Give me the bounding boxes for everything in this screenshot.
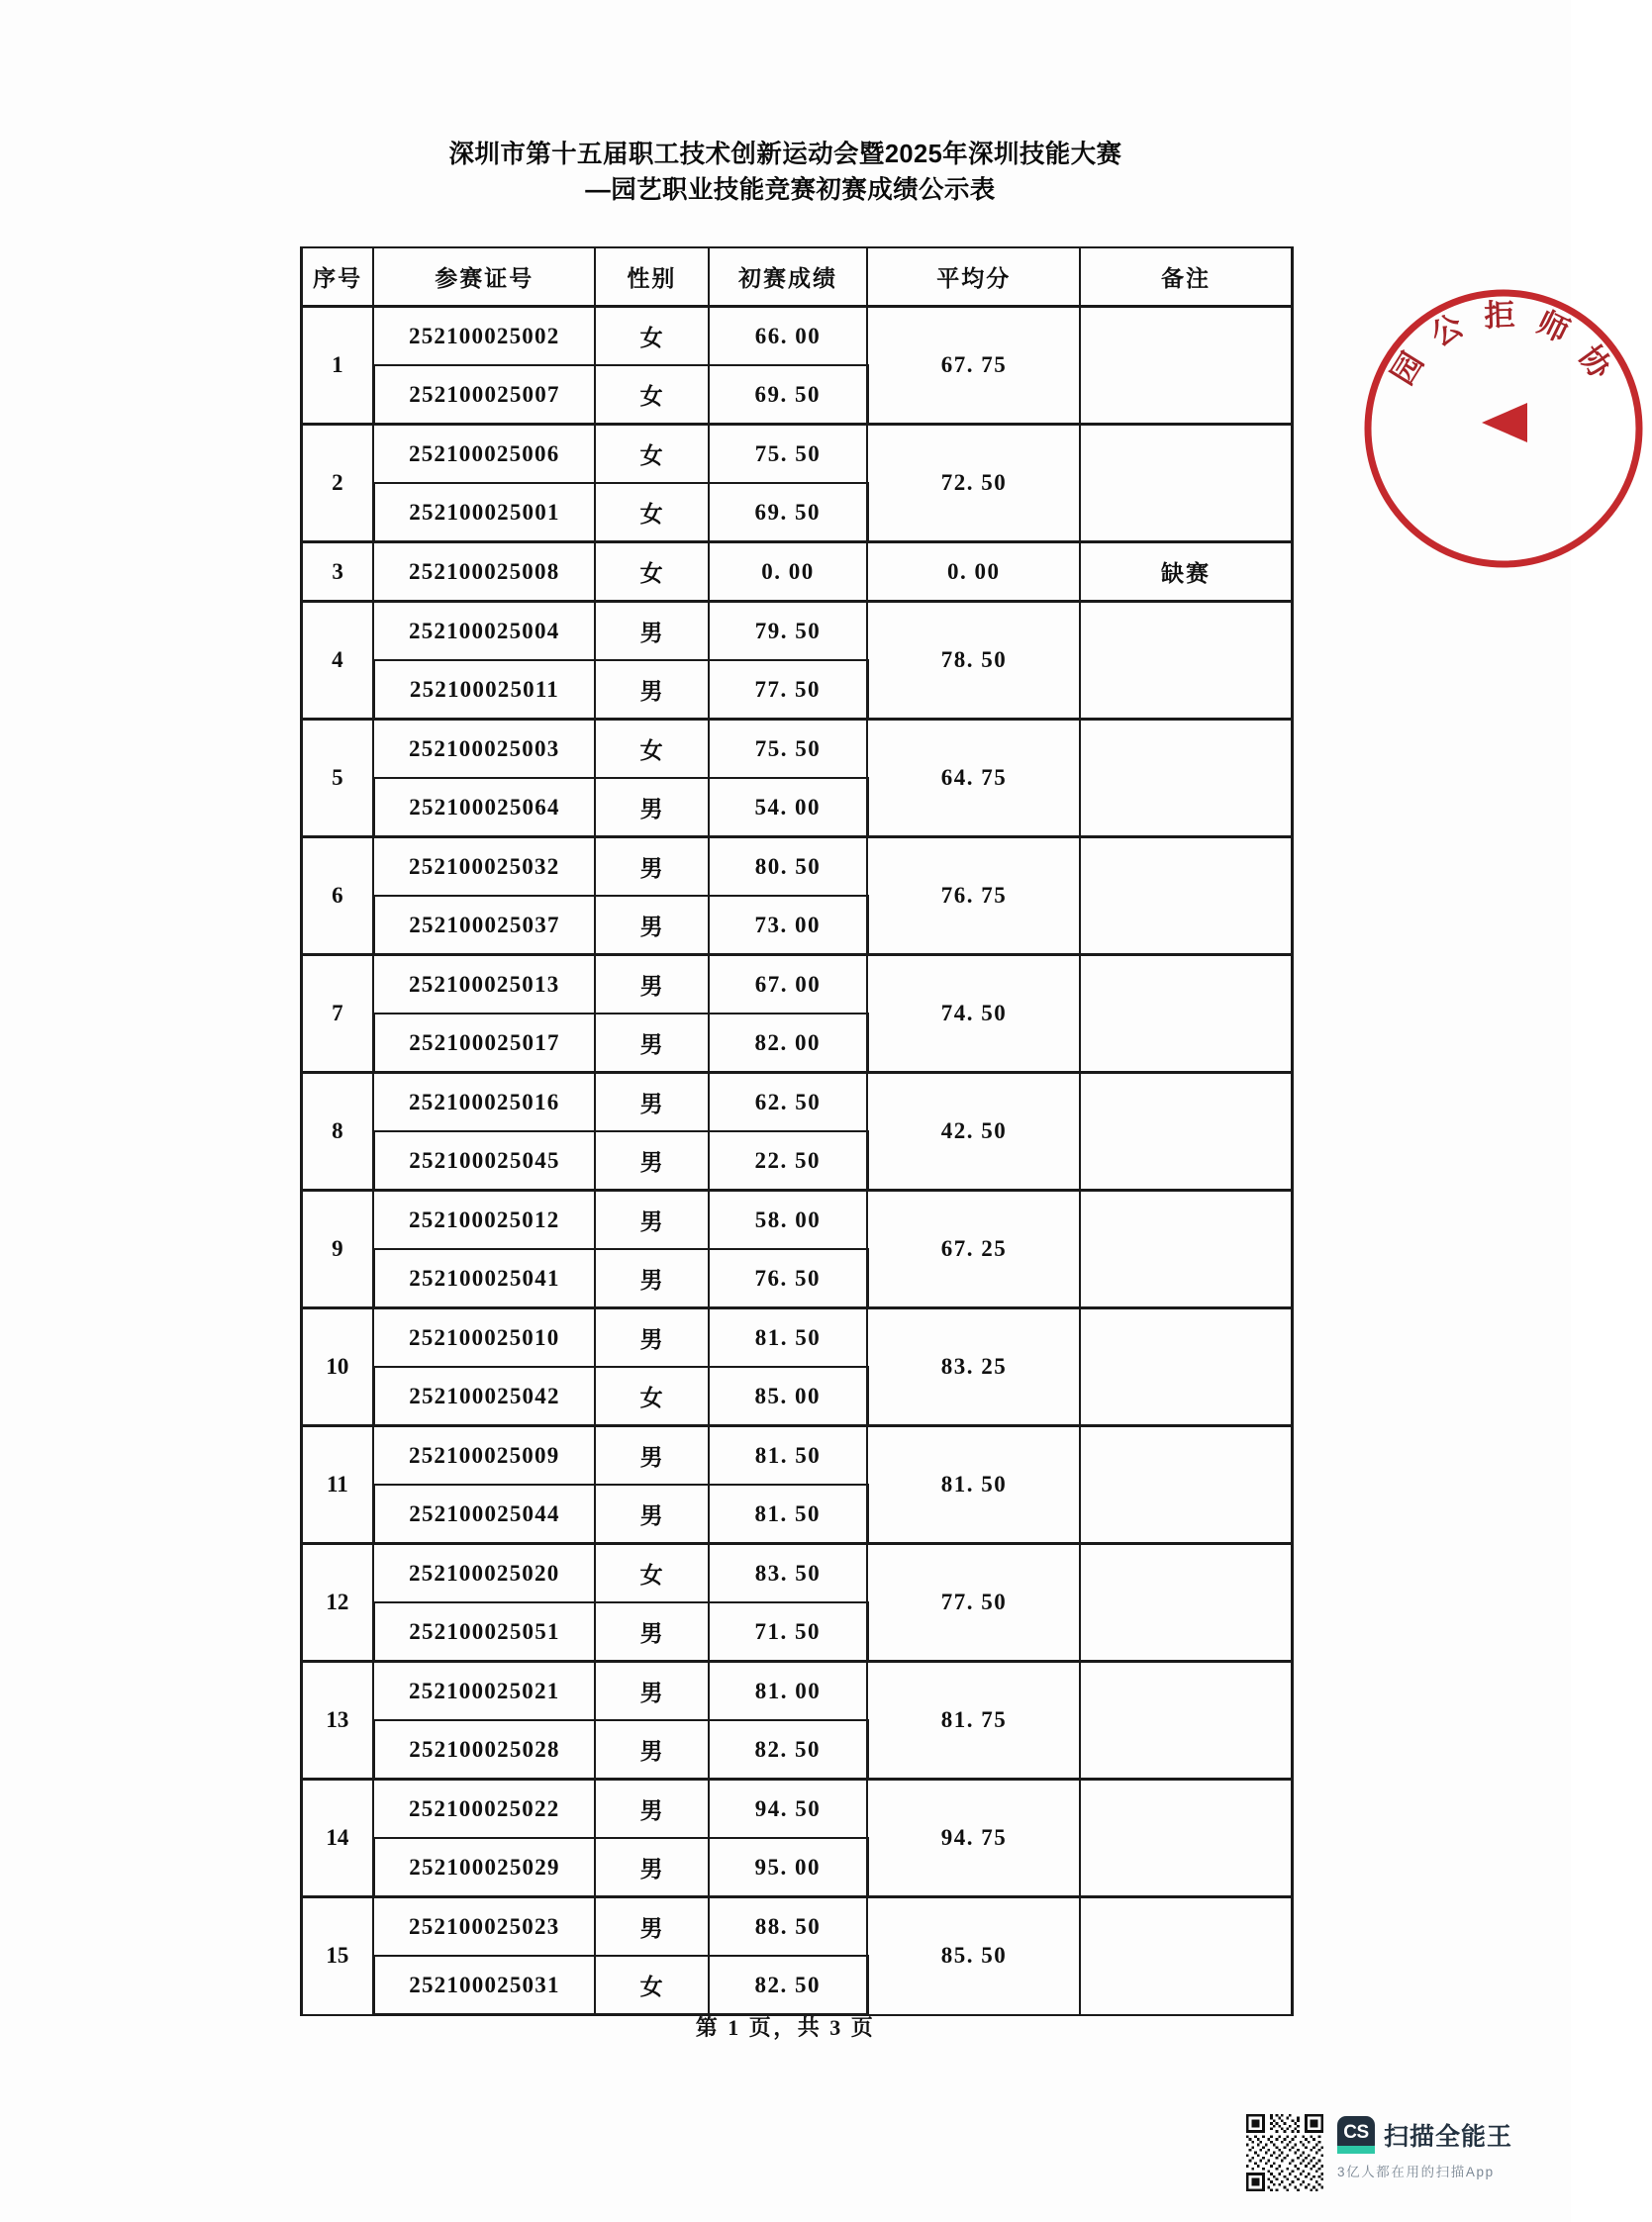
score-table-container xyxy=(300,246,1294,2016)
cell-gender: 男 xyxy=(595,837,708,897)
camscanner-text-column xyxy=(1337,2114,1512,2180)
svg-text:公: 公 xyxy=(1424,307,1469,353)
cell-note xyxy=(1080,1426,1293,1544)
camscanner-logo-accent-bar xyxy=(1337,2146,1375,2154)
cell-prelim-score: 88. 50 xyxy=(709,1897,868,1957)
table-header-row xyxy=(302,247,1293,307)
cell-gender: 男 xyxy=(595,1897,708,1957)
cell-average: 67. 25 xyxy=(867,1191,1080,1308)
cell-entry-code: 252100025004 xyxy=(373,602,595,661)
column-header-gender: 性别 xyxy=(595,247,708,307)
cell-prelim-score: 75. 50 xyxy=(709,425,868,484)
cell-entry-code: 252100025003 xyxy=(373,720,595,779)
cell-gender: 女 xyxy=(595,425,708,484)
cell-average: 81. 75 xyxy=(867,1662,1080,1780)
cell-gender: 男 xyxy=(595,1131,708,1191)
cell-prelim-score: 69. 50 xyxy=(709,365,868,425)
cell-entry-code: 252100025021 xyxy=(373,1662,595,1721)
svg-text:协: 协 xyxy=(1572,338,1618,385)
cell-note xyxy=(1080,1073,1293,1191)
cell-entry-code: 252100025007 xyxy=(373,365,595,425)
cell-prelim-score: 54. 00 xyxy=(709,778,868,837)
cell-average: 72. 50 xyxy=(867,425,1080,542)
cell-gender: 男 xyxy=(595,1014,708,1073)
cell-entry-code: 252100025044 xyxy=(373,1485,595,1544)
cell-average: 85. 50 xyxy=(867,1897,1080,2015)
cell-gender: 男 xyxy=(595,1602,708,1662)
page-number-label: 第 1 页，共 3 页 xyxy=(695,2015,876,2040)
camscanner-watermark xyxy=(1246,2114,1543,2209)
cell-note xyxy=(1080,307,1293,425)
cell-prelim-score: 73. 00 xyxy=(709,896,868,955)
table-row xyxy=(302,1073,1293,1132)
cell-gender: 男 xyxy=(595,1308,708,1368)
cell-note xyxy=(1080,1897,1293,2015)
svg-text:拒: 拒 xyxy=(1483,297,1516,334)
cell-entry-code: 252100025016 xyxy=(373,1073,595,1132)
column-header-note: 备注 xyxy=(1080,247,1293,307)
cell-average: 83. 25 xyxy=(867,1308,1080,1426)
cell-gender: 男 xyxy=(595,1073,708,1132)
cell-prelim-score: 83. 50 xyxy=(709,1544,868,1603)
cell-prelim-score: 82. 50 xyxy=(709,1956,868,2015)
table-row xyxy=(302,1780,1293,1839)
cell-entry-code: 252100025064 xyxy=(373,778,595,837)
cell-entry-code: 252100025042 xyxy=(373,1367,595,1426)
page-footer xyxy=(0,2011,1571,2042)
cell-gender: 女 xyxy=(595,365,708,425)
cell-note xyxy=(1080,1544,1293,1662)
cell-gender: 男 xyxy=(595,1662,708,1721)
svg-text:师: 师 xyxy=(1531,304,1575,349)
table-row xyxy=(302,542,1293,602)
cell-gender: 男 xyxy=(595,1485,708,1544)
cell-index: 12 xyxy=(302,1544,374,1662)
cell-prelim-score: 80. 50 xyxy=(709,837,868,897)
cell-note xyxy=(1080,1662,1293,1780)
cell-prelim-score: 71. 50 xyxy=(709,1602,868,1662)
cell-gender: 女 xyxy=(595,720,708,779)
cell-entry-code: 252100025009 xyxy=(373,1426,595,1486)
cell-note: 缺赛 xyxy=(1080,542,1293,602)
cell-average: 94. 75 xyxy=(867,1780,1080,1897)
cell-entry-code: 252100025041 xyxy=(373,1249,595,1308)
camscanner-brand-name: 扫描全能王 xyxy=(1384,2123,1513,2151)
table-row xyxy=(302,1897,1293,1957)
cell-entry-code: 252100025020 xyxy=(373,1544,595,1603)
cell-entry-code: 252100025012 xyxy=(373,1191,595,1250)
table-row xyxy=(302,1191,1293,1250)
table-row xyxy=(302,720,1293,779)
page-title-line-1: 深圳市第十五届职工技术创新运动会暨2025年深圳技能大赛 xyxy=(448,141,1122,168)
cell-index: 6 xyxy=(302,837,374,955)
cell-gender: 女 xyxy=(595,483,708,542)
cell-entry-code: 252100025029 xyxy=(373,1838,595,1897)
cell-gender: 男 xyxy=(595,1191,708,1250)
cell-entry-code: 252100025006 xyxy=(373,425,595,484)
cell-gender: 男 xyxy=(595,896,708,955)
cell-entry-code: 252100025001 xyxy=(373,483,595,542)
cell-entry-code: 252100025002 xyxy=(373,307,595,366)
cell-prelim-score: 82. 00 xyxy=(709,1014,868,1073)
cell-prelim-score: 67. 00 xyxy=(709,955,868,1014)
table-header xyxy=(302,247,1293,307)
cell-entry-code: 252100025023 xyxy=(373,1897,595,1957)
cell-prelim-score: 0. 00 xyxy=(709,542,868,602)
cell-average: 0. 00 xyxy=(867,542,1080,602)
cell-entry-code: 252100025031 xyxy=(373,1956,595,2015)
cell-average: 74. 50 xyxy=(867,955,1080,1073)
cell-note xyxy=(1080,1191,1293,1308)
table-row xyxy=(302,1426,1293,1486)
table-row xyxy=(302,1544,1293,1603)
column-header-index: 序号 xyxy=(302,247,374,307)
cell-index: 8 xyxy=(302,1073,374,1191)
cell-gender: 男 xyxy=(595,955,708,1014)
cell-prelim-score: 22. 50 xyxy=(709,1131,868,1191)
cell-index: 1 xyxy=(302,307,374,425)
table-row xyxy=(302,425,1293,484)
cell-index: 9 xyxy=(302,1191,374,1308)
table-row xyxy=(302,307,1293,366)
cell-entry-code: 252100025028 xyxy=(373,1720,595,1780)
cell-note xyxy=(1080,1308,1293,1426)
cell-index: 15 xyxy=(302,1897,374,2015)
cell-prelim-score: 81. 00 xyxy=(709,1662,868,1721)
table-row xyxy=(302,837,1293,897)
cell-prelim-score: 79. 50 xyxy=(709,602,868,661)
column-header-code: 参赛证号 xyxy=(373,247,595,307)
cell-prelim-score: 81. 50 xyxy=(709,1485,868,1544)
page-title-line-2: —园艺职业技能竞赛初赛成绩公示表 xyxy=(585,176,996,205)
cell-prelim-score: 69. 50 xyxy=(709,483,868,542)
table-row xyxy=(302,1662,1293,1721)
camscanner-brand-row xyxy=(1337,2116,1512,2154)
cell-gender: 女 xyxy=(595,1544,708,1603)
cell-average: 64. 75 xyxy=(867,720,1080,837)
cell-prelim-score: 94. 50 xyxy=(709,1780,868,1839)
cell-average: 77. 50 xyxy=(867,1544,1080,1662)
cell-note xyxy=(1080,425,1293,542)
cell-index: 2 xyxy=(302,425,374,542)
cell-entry-code: 252100025008 xyxy=(373,542,595,602)
cell-entry-code: 252100025017 xyxy=(373,1014,595,1073)
cell-prelim-score: 81. 50 xyxy=(709,1308,868,1368)
cell-prelim-score: 75. 50 xyxy=(709,720,868,779)
cell-index: 11 xyxy=(302,1426,374,1544)
cell-average: 42. 50 xyxy=(867,1073,1080,1191)
cell-index: 10 xyxy=(302,1308,374,1426)
cell-gender: 男 xyxy=(595,602,708,661)
cell-gender: 女 xyxy=(595,307,708,366)
cell-entry-code: 252100025037 xyxy=(373,896,595,955)
table-body xyxy=(302,307,1293,2015)
camscanner-logo-icon xyxy=(1337,2116,1375,2154)
cell-prelim-score: 95. 00 xyxy=(709,1838,868,1897)
cell-gender: 女 xyxy=(595,542,708,602)
cell-index: 7 xyxy=(302,955,374,1073)
column-header-prelim-score: 初赛成绩 xyxy=(709,247,868,307)
cell-prelim-score: 77. 50 xyxy=(709,660,868,720)
cell-gender: 男 xyxy=(595,1780,708,1839)
cell-gender: 男 xyxy=(595,1720,708,1780)
cell-gender: 男 xyxy=(595,1249,708,1308)
cell-prelim-score: 76. 50 xyxy=(709,1249,868,1308)
cell-entry-code: 252100025032 xyxy=(373,837,595,897)
cell-note xyxy=(1080,837,1293,955)
cell-gender: 男 xyxy=(595,778,708,837)
table-row xyxy=(302,602,1293,661)
cell-index: 5 xyxy=(302,720,374,837)
cell-note xyxy=(1080,602,1293,720)
cell-entry-code: 252100025022 xyxy=(373,1780,595,1839)
cell-index: 4 xyxy=(302,602,374,720)
cell-entry-code: 252100025010 xyxy=(373,1308,595,1368)
score-table xyxy=(300,246,1294,2016)
cell-prelim-score: 85. 00 xyxy=(709,1367,868,1426)
cell-gender: 女 xyxy=(595,1367,708,1426)
cell-entry-code: 252100025011 xyxy=(373,660,595,720)
cell-entry-code: 252100025045 xyxy=(373,1131,595,1191)
cell-note xyxy=(1080,955,1293,1073)
official-seal-stamp xyxy=(1355,280,1652,577)
qr-code-icon xyxy=(1246,2114,1323,2191)
camscanner-logo-letters: CS xyxy=(1343,2121,1369,2143)
cell-gender: 男 xyxy=(595,660,708,720)
table-row xyxy=(302,955,1293,1014)
cell-average: 67. 75 xyxy=(867,307,1080,425)
cell-average: 81. 50 xyxy=(867,1426,1080,1544)
cell-entry-code: 252100025013 xyxy=(373,955,595,1014)
cell-average: 78. 50 xyxy=(867,602,1080,720)
cell-gender: 男 xyxy=(595,1838,708,1897)
cell-index: 14 xyxy=(302,1780,374,1897)
cell-prelim-score: 81. 50 xyxy=(709,1426,868,1486)
column-header-average: 平均分 xyxy=(867,247,1080,307)
cell-note xyxy=(1080,720,1293,837)
cell-prelim-score: 82. 50 xyxy=(709,1720,868,1780)
cell-gender: 男 xyxy=(595,1426,708,1486)
cell-average: 76. 75 xyxy=(867,837,1080,955)
cell-index: 3 xyxy=(302,542,374,602)
cell-index: 13 xyxy=(302,1662,374,1780)
cell-prelim-score: 62. 50 xyxy=(709,1073,868,1132)
camscanner-tagline: 3亿人都在用的扫描App xyxy=(1337,2165,1495,2179)
cell-gender: 女 xyxy=(595,1956,708,2015)
cell-prelim-score: 58. 00 xyxy=(709,1191,868,1250)
svg-text:园: 园 xyxy=(1384,345,1430,391)
cell-prelim-score: 66. 00 xyxy=(709,307,868,366)
document-title-block xyxy=(0,137,1571,208)
cell-note xyxy=(1080,1780,1293,1897)
cell-entry-code: 252100025051 xyxy=(373,1602,595,1662)
table-row xyxy=(302,1308,1293,1368)
